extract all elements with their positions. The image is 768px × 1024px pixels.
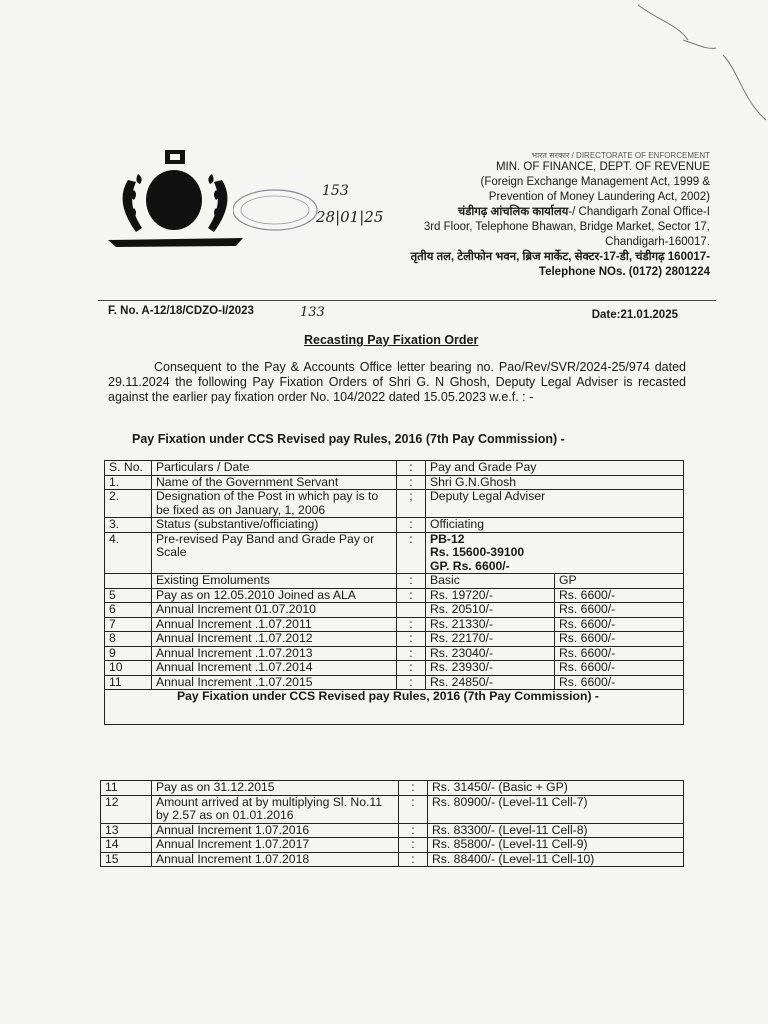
emoluments-label: Existing Emoluments xyxy=(152,574,397,589)
row-colon: : xyxy=(399,838,428,853)
row-value: Rs. 85800/- (Level-11 Cell-9) xyxy=(428,838,684,853)
row-particulars: Amount arrived at by multiplying Sl. No.11 by 2.57 as on 01.01.2016 xyxy=(152,795,399,823)
table-row xyxy=(105,661,684,676)
row-particulars: Annual Increment 1.07.2018 xyxy=(152,852,399,867)
row-particulars: Annual Increment 01.07.2010 xyxy=(152,603,397,618)
table-row xyxy=(105,675,684,690)
ed-emblem-logo xyxy=(108,150,243,255)
row-value: Deputy Legal Adviser xyxy=(426,490,684,518)
row-gp: Rs. 6600/- xyxy=(555,617,684,632)
header-particulars: Particulars / Date xyxy=(152,461,397,476)
row-particulars: Annual Increment 1.07.2016 xyxy=(152,823,399,838)
row-sno: 4. xyxy=(105,532,152,574)
act-line-1: (Foreign Exchange Management Act, 1999 & xyxy=(480,176,710,188)
table-row xyxy=(105,490,684,518)
file-number: F. No. A-12/18/CDZO-I/2023 xyxy=(108,305,254,317)
header-divider xyxy=(98,300,716,301)
table-row xyxy=(101,795,684,823)
section-subtitle: Pay Fixation under CCS Revised pay Rules, 2016 (7th Pay Commission) - xyxy=(132,432,565,446)
row-sno: 2. xyxy=(105,490,152,518)
row-particulars: Annual Increment .1.07.2012 xyxy=(152,632,397,647)
section-head-row xyxy=(105,690,684,725)
row-sno: 13 xyxy=(101,823,152,838)
row-value: Rs. 31450/- (Basic + GP) xyxy=(428,781,684,796)
row-particulars: Name of the Government Servant xyxy=(152,475,397,490)
row-colon: : xyxy=(397,646,426,661)
order-title: Recasting Pay Fixation Order xyxy=(304,333,479,347)
section-head: Pay Fixation under CCS Revised pay Rules, 2016 (7th Pay Commission) - xyxy=(105,690,684,725)
row-gp: Rs. 6600/- xyxy=(555,632,684,647)
row-particulars: Pay as on 31.12.2015 xyxy=(152,781,399,796)
table-row xyxy=(105,475,684,490)
office-line xyxy=(380,205,710,220)
table-row xyxy=(105,588,684,603)
row-basic: Rs. 20510/- xyxy=(426,603,555,618)
telephone-line: Telephone NOs. (0172) 2801224 xyxy=(538,266,710,278)
row-sno: 15 xyxy=(101,852,152,867)
row-value xyxy=(426,532,684,574)
row-colon: : xyxy=(397,532,426,574)
row-colon: : xyxy=(397,518,426,533)
header-colon: : xyxy=(397,461,426,476)
table-row xyxy=(101,852,684,867)
row-value: Rs. 88400/- (Level-11 Cell-10) xyxy=(428,852,684,867)
row-basic: Rs. 24850/- xyxy=(426,675,555,690)
row-particulars: Annual Increment .1.07.2014 xyxy=(152,661,397,676)
table-header-row xyxy=(105,461,684,476)
stamp-number: 153 xyxy=(322,183,349,199)
header-top-line: भारत सरकार / DIRECTORATE OF ENFORCEMENT xyxy=(531,152,710,160)
pay-band: PB-12 xyxy=(430,531,465,546)
row-colon: : xyxy=(397,632,426,647)
emoluments-row xyxy=(105,574,684,589)
row-gp: Rs. 6600/- xyxy=(555,646,684,661)
header-pay: Pay and Grade Pay xyxy=(426,461,684,476)
row-gp: Rs. 6600/- xyxy=(555,675,684,690)
table-row xyxy=(105,518,684,533)
order-paragraph: Consequent to the Pay & Accounts Office letter bearing no. Pao/Rev/SVR/2024-25/974 dated 29.11.2024 the following Pay Fixation Orders of Shri G. N Ghosh, Deputy Legal Adviser is recasted against the earlier pay fixation order No. 104/2022 dated 15.05.2023 w.e.f. : - xyxy=(108,360,686,405)
office-header xyxy=(380,152,710,280)
row-colon: : xyxy=(399,823,428,838)
row-sno: 11 xyxy=(101,781,152,796)
row-particulars: Pre-revised Pay Band and Grade Pay or Scale xyxy=(152,532,397,574)
row-sno: 9 xyxy=(105,646,152,661)
address-hindi: तृतीय तल, टेलीफोन भवन, ब्रिज मार्केट, सेक्टर-17-डी, चंडीगढ़ 160017- xyxy=(410,251,710,263)
pay-scale: Rs. 15600-39100 xyxy=(430,545,525,559)
row-colon: : xyxy=(397,574,426,589)
row-particulars: Annual Increment .1.07.2013 xyxy=(152,646,397,661)
row-colon xyxy=(397,603,426,618)
table-row xyxy=(105,617,684,632)
row-sno: 7 xyxy=(105,617,152,632)
table-row xyxy=(105,632,684,647)
act-line-2: Prevention of Money Laundering Act, 2002) xyxy=(488,191,710,203)
row-particulars: Annual Increment .1.07.2015 xyxy=(152,675,397,690)
row-sno: 5 xyxy=(105,588,152,603)
file-hand-number: 133 xyxy=(300,305,325,320)
row-sno: 11 xyxy=(105,675,152,690)
row-colon: : xyxy=(399,781,428,796)
empty-cell xyxy=(105,574,152,589)
row-colon: : xyxy=(397,661,426,676)
office-hindi: चंडीगढ़ आंचलिक कार्यालय xyxy=(457,206,569,218)
ministry-line: MIN. OF FINANCE, DEPT. OF REVENUE xyxy=(495,161,710,173)
table-row xyxy=(101,838,684,853)
row-particulars: Annual Increment .1.07.2011 xyxy=(152,617,397,632)
address-line-1: 3rd Floor, Telephone Bhawan, Bridge Market, Sector 17, xyxy=(423,221,710,233)
row-colon: : xyxy=(397,617,426,632)
grade-pay: GP. Rs. 6600/- xyxy=(430,558,510,573)
row-sno: 8 xyxy=(105,632,152,647)
table-row xyxy=(105,646,684,661)
row-basic: Rs. 23930/- xyxy=(426,661,555,676)
row-colon: : xyxy=(397,588,426,603)
row-sno: 6 xyxy=(105,603,152,618)
pay-fixation-table xyxy=(104,460,684,725)
row-value: Rs. 83300/- (Level-11 Cell-8) xyxy=(428,823,684,838)
row-sno: 1. xyxy=(105,475,152,490)
row-sno: 12 xyxy=(101,795,152,823)
row-value: Shri G.N.Ghosh xyxy=(426,475,684,490)
table-row xyxy=(105,603,684,618)
office-english: -/ Chandigarh Zonal Office-I xyxy=(568,206,710,218)
row-colon: : xyxy=(399,852,428,867)
row-basic: Rs. 22170/- xyxy=(426,632,555,647)
basic-header: Basic xyxy=(426,574,555,589)
address-line-2: Chandigarh-160017. xyxy=(605,236,710,248)
row-gp: Rs. 6600/- xyxy=(555,588,684,603)
gp-header: GP xyxy=(555,574,684,589)
row-sno: 14 xyxy=(101,838,152,853)
stamp-date: 28|01|25 xyxy=(316,208,384,226)
row-colon: ; xyxy=(397,490,426,518)
row-value: Rs. 80900/- (Level-11 Cell-7) xyxy=(428,795,684,823)
row-particulars: Status (substantive/officiating) xyxy=(152,518,397,533)
row-value: Officiating xyxy=(426,518,684,533)
row-particulars: Designation of the Post in which pay is to be fixed as on January, 1, 2006 xyxy=(152,490,397,518)
pen-scribble xyxy=(628,0,768,140)
row-particulars: Annual Increment 1.07.2017 xyxy=(152,838,399,853)
header-sno: S. No. xyxy=(105,461,152,476)
row-gp: Rs. 6600/- xyxy=(555,603,684,618)
row-colon: : xyxy=(397,475,426,490)
row-colon: : xyxy=(399,795,428,823)
order-date: Date:21.01.2025 xyxy=(591,309,678,321)
row-basic: Rs. 23040/- xyxy=(426,646,555,661)
row-sno: 3. xyxy=(105,518,152,533)
row-basic: Rs. 21330/- xyxy=(426,617,555,632)
row-particulars: Pay as on 12.05.2010 Joined as ALA xyxy=(152,588,397,603)
table-row xyxy=(105,532,684,574)
row-gp: Rs. 6600/- xyxy=(555,661,684,676)
table-row xyxy=(101,781,684,796)
row-sno: 10 xyxy=(105,661,152,676)
table-row xyxy=(101,823,684,838)
row-basic: Rs. 19720/- xyxy=(426,588,555,603)
row-colon: : xyxy=(397,675,426,690)
pay-fixation-table-7th-cpc xyxy=(100,780,684,867)
